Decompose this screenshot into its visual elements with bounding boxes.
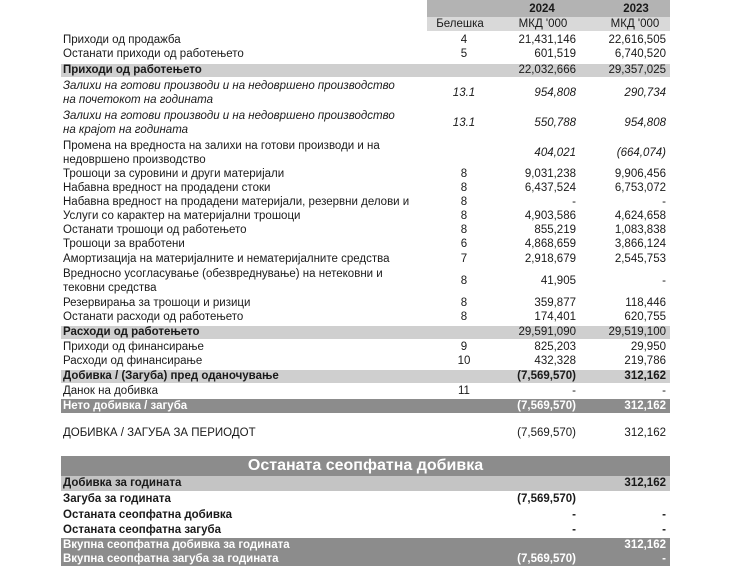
currency-2023: МКД '000 xyxy=(610,18,660,30)
row-label: Добивка / (Загуба) пред оданочување xyxy=(63,370,279,382)
row-value-2023: 312,162 xyxy=(624,427,666,439)
note-column-header: Белешка xyxy=(436,18,484,30)
row-value-2023: 29,519,100 xyxy=(608,326,666,338)
row-note: 13.1 xyxy=(452,117,476,129)
row-note: 8 xyxy=(460,168,468,180)
oci-row-value-2023: 312,162 xyxy=(624,539,666,551)
row-label: Резервирања за трошоци и ризици xyxy=(63,297,251,309)
row-note: 8 xyxy=(460,224,468,236)
year-2024: 2024 xyxy=(529,3,555,15)
row-note: 8 xyxy=(460,196,468,208)
oci-row-value-2024: - xyxy=(572,524,576,536)
oci-title: Останата сеопфатна добивка xyxy=(247,457,484,474)
oci-row-value-2023: 312,162 xyxy=(624,477,666,489)
row-note: 8 xyxy=(460,275,468,287)
row-label: Расходи од финансирање xyxy=(63,355,203,367)
row-label-line2: на крајот на годината xyxy=(63,124,189,136)
row-note: 8 xyxy=(460,210,468,222)
row-value-2024: 4,868,659 xyxy=(524,238,576,250)
row-value-2023: 312,162 xyxy=(624,370,666,382)
row-value-2024: 22,032,666 xyxy=(518,64,576,76)
oci-row-label: Загуба за годината xyxy=(63,493,171,505)
row-value-2023: 4,624,658 xyxy=(614,210,666,222)
row-value-2024: - xyxy=(572,385,576,397)
row-label: Набавна вредност на продадени стоки xyxy=(63,182,271,194)
row-value-2024: 29,591,090 xyxy=(518,326,576,338)
row-value-2023: 620,755 xyxy=(624,311,666,323)
oci-row-value-2024: (7,569,570) xyxy=(517,493,576,505)
row-value-2023: 6,753,072 xyxy=(614,182,666,194)
row-value-2024: (7,569,570) xyxy=(517,370,576,382)
row-value-2023: - xyxy=(662,275,666,287)
row-value-2023: 1,083,838 xyxy=(614,224,666,236)
row-value-2024: 174,401 xyxy=(534,311,576,323)
row-value-2024: (7,569,570) xyxy=(517,400,576,412)
row-value-2023: 954,808 xyxy=(624,117,666,129)
row-label: Данок на добивка xyxy=(63,385,159,397)
row-label: Амортизација на материјалните и нематеријалните средства xyxy=(63,253,390,265)
row-value-2023: 22,616,505 xyxy=(608,34,666,46)
row-label: Останати трошоци од работењето xyxy=(63,224,247,236)
row-value-2023: 312,162 xyxy=(624,400,666,412)
row-value-2023: 219,786 xyxy=(624,355,666,367)
row-label: Приходи од финансирање xyxy=(63,341,204,353)
row-value-2023: 3,866,124 xyxy=(614,238,666,250)
row-note: 9 xyxy=(460,341,468,353)
row-value-2023: 118,446 xyxy=(625,297,666,309)
row-label-line2: на почетокот на годината xyxy=(63,94,213,106)
row-note: 5 xyxy=(460,48,468,60)
row-label: Трошоци за суровини и други материјали xyxy=(63,168,285,180)
row-label: Набавна вредност на продадени материјали, резервни делови и xyxy=(63,196,410,208)
row-value-2024: 21,431,146 xyxy=(518,34,576,46)
row-value-2023: 2,545,753 xyxy=(614,253,666,265)
row-value-2024: 2,918,679 xyxy=(524,253,576,265)
row-value-2024: 404,021 xyxy=(534,147,576,159)
row-note: 8 xyxy=(460,311,468,323)
row-value-2024: 601,519 xyxy=(534,48,576,60)
oci-row-value-2024: - xyxy=(572,509,576,521)
row-value-2024: 855,219 xyxy=(534,224,576,236)
row-label: Залихи на готови производи и на недовршено производство xyxy=(63,110,395,122)
row-value-2024: 9,031,238 xyxy=(524,168,576,180)
row-label: ДОБИВКА / ЗАГУБА ЗА ПЕРИОДОТ xyxy=(63,427,256,439)
row-note: 10 xyxy=(457,355,471,367)
row-value-2024: 359,877 xyxy=(534,297,576,309)
oci-row-value-2023: - xyxy=(662,553,666,565)
row-label: Вредносно усогласување (обезвреднување) на нетековни и xyxy=(63,268,383,280)
row-label-line2: недовршено производство xyxy=(63,154,206,166)
row-value-2024: 825,203 xyxy=(534,341,576,353)
oci-row-label: Вкупна сеопфатна загуба за годината xyxy=(63,553,279,565)
row-value-2024: 6,437,524 xyxy=(524,182,576,194)
row-value-2023: 29,950 xyxy=(630,341,666,353)
row-value-2024: 954,808 xyxy=(534,87,576,99)
oci-row-value-2023: - xyxy=(662,509,666,521)
row-label: Приходи од продажба xyxy=(63,34,181,46)
oci-row-value-2023: - xyxy=(662,524,666,536)
row-label: Залихи на готови производи и на недовршено производство xyxy=(63,80,395,92)
row-label: Останати приходи од работењето xyxy=(63,48,244,60)
row-note: 4 xyxy=(460,34,468,46)
row-value-2023: 6,740,520 xyxy=(614,48,666,60)
row-value-2024: (7,569,570) xyxy=(517,427,576,439)
row-note: 8 xyxy=(460,297,468,309)
row-label: Останати расходи од работењето xyxy=(63,311,244,323)
year-2023: 2023 xyxy=(623,3,649,15)
row-value-2024: - xyxy=(572,196,576,208)
row-value-2024: 550,788 xyxy=(534,117,576,129)
row-value-2023: - xyxy=(662,196,666,208)
row-label: Услуги со карактер на материјални трошоци xyxy=(63,210,301,222)
row-label: Приходи од работењето xyxy=(63,64,202,76)
row-value-2024: 41,905 xyxy=(540,275,576,287)
row-note: 11 xyxy=(458,385,470,397)
row-value-2023: 29,357,025 xyxy=(608,64,666,76)
row-label: Промена на вредноста на залихи на готови производи и на xyxy=(63,140,380,152)
oci-row-label: Останата сеопфатна добивка xyxy=(63,509,233,521)
row-value-2023: (664,074) xyxy=(616,147,666,159)
row-note: 7 xyxy=(460,253,468,265)
currency-2024: МКД '000 xyxy=(518,18,568,30)
oci-row-label: Добивка за годината xyxy=(63,477,182,489)
row-label: Нето добивка / загуба xyxy=(63,400,188,412)
row-value-2023: 290,734 xyxy=(624,87,666,99)
row-note: 13.1 xyxy=(452,87,476,99)
oci-row-label: Вкупна сеопфатна добивка за годината xyxy=(63,539,290,551)
row-value-2023: 9,906,456 xyxy=(614,168,666,180)
row-label: Трошоци за вработени xyxy=(63,238,185,250)
row-value-2024: 4,903,586 xyxy=(524,210,576,222)
oci-row-label: Останата сеопфатна загуба xyxy=(63,524,221,536)
row-value-2024: 432,328 xyxy=(534,355,576,367)
oci-row-value-2024: (7,569,570) xyxy=(517,553,576,565)
row-note: 6 xyxy=(460,238,468,250)
row-label: Расходи од работењето xyxy=(63,326,200,338)
row-label-line2: тековни средства xyxy=(63,282,157,294)
row-note: 8 xyxy=(460,182,468,194)
row-value-2023: - xyxy=(662,385,666,397)
